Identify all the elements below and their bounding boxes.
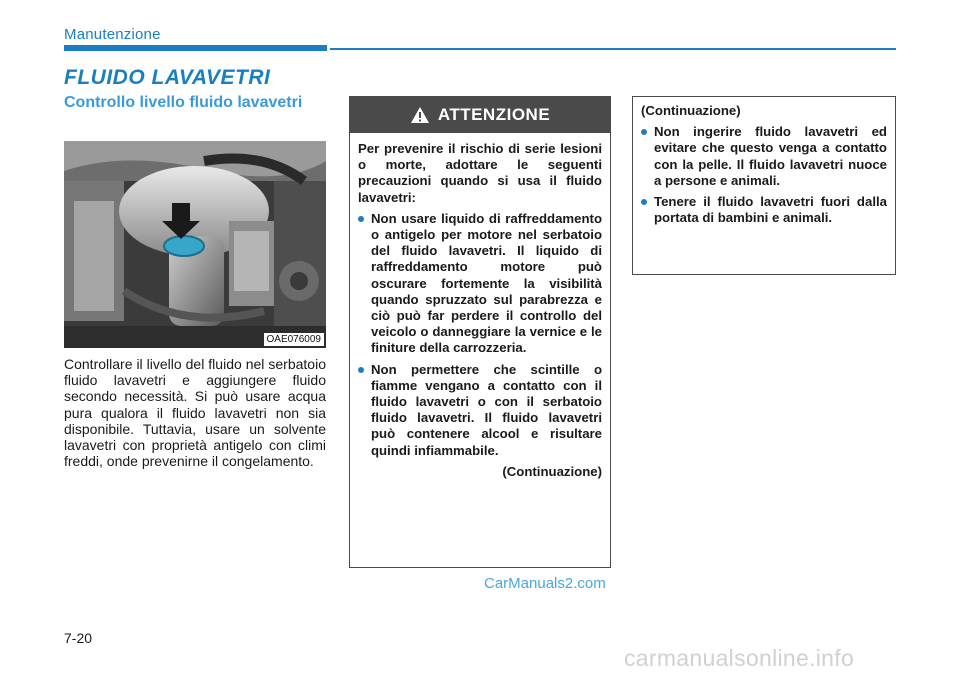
warning-bullet: Tenere il fluido lavavetri fuori dalla portata di bambini e animali.: [641, 194, 887, 226]
page-title: FLUIDO LAVAVETRI: [64, 66, 271, 89]
warning-intro: Per prevenire il rischio di serie lesioni o morte, adottare le seguenti precauzioni quando si usa il fluido lavavetri:: [358, 141, 602, 205]
watermark: carmanualsonline.info: [624, 645, 855, 671]
warning-bullet: Non ingerire fluido lavavetri ed evitare che questo venga a contatto con la pelle. Il fluido lavavetri nuoce a persone e animali.: [641, 124, 887, 189]
header-bar: [64, 45, 327, 51]
subtitle: Controllo livello fluido lavavetri: [64, 94, 303, 111]
warning-title: ATTENZIONE: [437, 105, 551, 124]
engine-bay-illustration: [64, 141, 326, 348]
warning-icon: [410, 106, 430, 124]
watermark-link[interactable]: CarManuals2.com: [484, 575, 606, 592]
body-paragraph: Controllare il livello del fluido nel serbatoio fluido lavavetri e aggiungere fluido secondo necessità. Si può usare acqua pura qualora il fluido lavavetri non sia disponibile. Tuttavia, usare un solvente lavavetri con proprietà antigelo con climi freddi, onde prevenirne il congelamento.: [64, 356, 326, 470]
image-code: OAE076009: [264, 333, 325, 346]
warning-bullet: Non permettere che scintille o fiamme vengano a contatto con il fluido lavavetri o con il serbatoio fluido lavavetri. Il fluido lavavetri può contenere alcool e risultare quindi infiammabile.: [358, 362, 602, 459]
page-number: 7-20: [64, 630, 93, 646]
continued-label: (Continuazione): [641, 103, 741, 118]
continue-label: (Continuazione): [502, 463, 602, 479]
warning-box-continued: [632, 96, 896, 275]
warning-box: [349, 96, 611, 568]
warning-bullet: Non usare liquido di raffreddamento o antigelo per motore nel serbatoio del fluido lavavetri. Il liquido di raffreddamento motore può oscurare fortemente la visibilità quando spruzzato sul parabrezza e ciò può far perdere il controllo del veicolo o danneggiare la vernice e le finiture della carrozzeria.: [358, 211, 602, 357]
engine-bay-photo: [64, 141, 326, 348]
warning-header: [350, 97, 610, 133]
section-title: Manutenzione: [64, 26, 161, 43]
header-rule: [330, 48, 896, 50]
